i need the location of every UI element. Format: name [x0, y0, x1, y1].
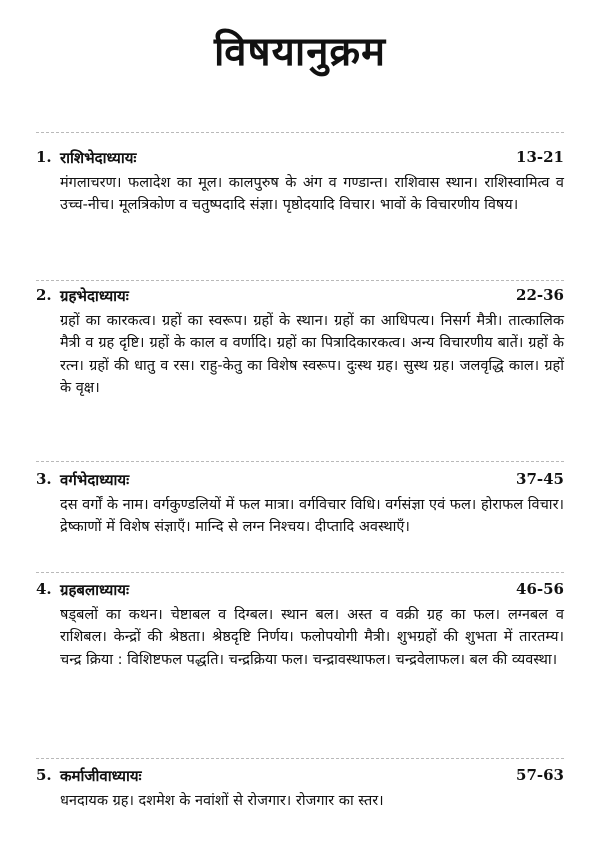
chapter-number: 3.	[36, 470, 52, 488]
chapter-description: दस वर्गों के नाम। वर्गकुण्डलियों में फल मात्रा। वर्गविचार विधि। वर्गसंज्ञा एवं फल। होराफल विचार। द्रेष्काणों में विशेष संज्ञाएँ। मान्दि से लग्न निश्चय। दीप्तादि अवस्थाएँ।	[60, 497, 564, 536]
toc-entry-3	[36, 470, 564, 539]
chapter-description: ग्रहों का कारकत्व। ग्रहों का स्वरूप। ग्रहों के स्थान। ग्रहों का आधिपत्य। निसर्ग मैत्री। तात्कालिक मैत्री व ग्रह दृष्टि। ग्रहों के काल व वर्णादि। ग्रहों का पित्रादिकारकत्व। अन्य विचारणीय बातें। ग्रहों के रत्न। ग्रहों की धातु व रस। राहु-केतु का विशेष स्वरूप। दुःस्थ ग्रह। सुस्थ ग्रह। जलवृद्धि काल। ग्रहों के वृक्ष।	[60, 313, 564, 397]
toc-entry-4	[36, 580, 564, 671]
divider	[36, 758, 564, 759]
page-range: 13-21	[516, 148, 564, 166]
divider	[36, 572, 564, 573]
chapter-title: कर्माजीवाध्यायः	[60, 767, 142, 785]
chapter-title: ग्रहभेदाध्यायः	[60, 287, 129, 305]
toc-entry-1	[36, 148, 564, 217]
chapter-number: 2.	[36, 286, 52, 304]
chapter-title: राशिभेदाध्यायः	[60, 149, 137, 167]
toc-entry-2	[36, 286, 564, 400]
chapter-description: धनदायक ग्रह। दशमेश के नवांशों से रोजगार। रोजगार का स्तर।	[60, 793, 384, 809]
page-range: 37-45	[516, 470, 564, 488]
page-range: 46-56	[516, 580, 564, 598]
chapter-description: मंगलाचरण। फलादेश का मूल। कालपुरुष के अंग व गण्डान्त। राशिवास स्थान। राशिस्वामित्व व उच्च-नीच। मूलत्रिकोण व चतुष्पदादि संज्ञा। पृष्ठोदयादि विचार। भावों के विचारणीय विषय।	[60, 175, 564, 214]
chapter-title: वर्गभेदाध्यायः	[60, 471, 130, 489]
chapter-number: 5.	[36, 766, 52, 784]
divider	[36, 280, 564, 281]
page-range: 57-63	[516, 766, 564, 784]
divider	[36, 461, 564, 462]
chapter-number: 1.	[36, 148, 52, 166]
toc-entry-5	[36, 766, 564, 812]
page-range: 22-36	[516, 286, 564, 304]
chapter-title: ग्रहबलाध्यायः	[60, 581, 130, 599]
divider	[36, 132, 564, 133]
chapter-description: षड्बलों का कथन। चेष्टाबल व दिग्बल। स्थान बल। अस्त व वक्री ग्रह का फल। लग्नबल व राशिबल। केन्द्रों की श्रेष्ठता। श्रेष्ठदृष्टि निर्णय। फलोपयोगी मैत्री। शुभग्रहों की शुभता में तारतम्य। चन्द्र क्रिया : विशिष्टफल पद्धति। चन्द्रक्रिया फल। चन्द्रावस्थाफल। चन्द्रवेलाफल। बल की व्यवस्था।	[60, 607, 564, 668]
page-title: विषयानुक्रम	[213, 29, 387, 75]
chapter-number: 4.	[36, 580, 52, 598]
